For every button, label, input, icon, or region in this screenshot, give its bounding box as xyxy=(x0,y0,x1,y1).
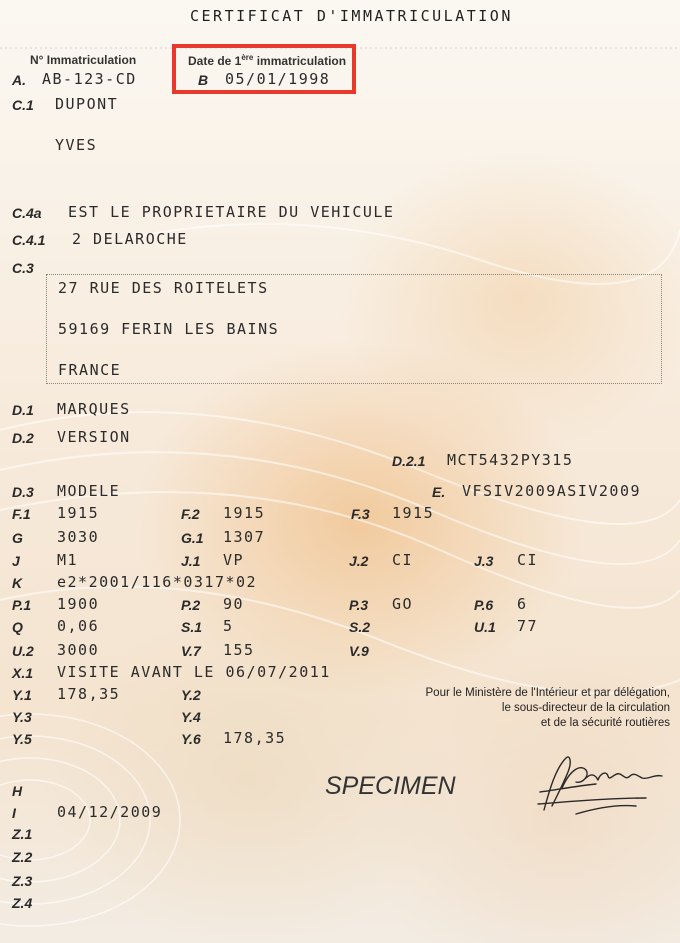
field-code-z3: Z.3 xyxy=(12,873,33,889)
field-code-v9: V.9 xyxy=(349,643,369,659)
handwritten-signature-icon xyxy=(536,748,666,820)
field-code-f2: F.2 xyxy=(181,506,200,522)
holder-last-name: DUPONT xyxy=(55,95,119,113)
registration-number: AB-123-CD xyxy=(42,70,137,88)
field-code-d1: D.1 xyxy=(12,402,34,418)
field-code-j: J xyxy=(12,553,20,569)
field-code-s1: S.1 xyxy=(181,619,203,635)
field-code-z1: Z.1 xyxy=(12,826,33,842)
field-code-b: B xyxy=(198,72,209,88)
field-code-p1: P.1 xyxy=(12,597,32,613)
field-code-d2: D.2 xyxy=(12,430,34,446)
field-code-s2: S.2 xyxy=(349,619,371,635)
field-code-g1: G.1 xyxy=(181,530,204,546)
field-code-u2: U.2 xyxy=(12,643,34,659)
co2-emissions: 155 xyxy=(223,641,255,659)
field-code-a: A. xyxy=(12,72,26,88)
max-laden-mass-service: 1915 xyxy=(223,504,266,522)
regional-tax: 178,35 xyxy=(57,685,121,703)
field-code-y6: Y.6 xyxy=(181,731,201,747)
seating-capacity: 5 xyxy=(223,617,234,635)
ministry-line-1: Pour le Ministère de l'Intérieur et par délégation, xyxy=(425,687,670,699)
field-code-c4a: C.4a xyxy=(12,205,42,221)
document-title: CERTIFICAT D'IMMATRICULATION xyxy=(190,7,513,25)
co-holder-count: 2 DELAROCHE xyxy=(72,230,188,248)
ministry-line-3: et de la sécurité routières xyxy=(540,717,670,729)
field-code-c3: C.3 xyxy=(12,260,34,276)
field-code-y4: Y.4 xyxy=(181,709,201,725)
national-genre: VP xyxy=(223,551,245,569)
field-code-v7: V.7 xyxy=(181,643,201,659)
body-type-ce: CI xyxy=(392,551,414,569)
field-code-d3: D.3 xyxy=(12,484,34,500)
vehicle-model: MODELE xyxy=(57,482,121,500)
address-line-1: 27 RUE DES ROITELETS xyxy=(58,279,269,297)
field-code-u1: U.1 xyxy=(474,619,496,635)
specimen-stamp: SPECIMEN xyxy=(325,772,456,800)
national-type-id: MCT5432PY315 xyxy=(447,451,574,469)
field-code-x1: X.1 xyxy=(12,665,34,681)
field-code-k: K xyxy=(12,575,23,591)
address-line-2: 59169 FERIN LES BAINS xyxy=(58,320,280,338)
ministry-statement xyxy=(426,686,670,731)
vehicle-category: M1 xyxy=(57,551,79,569)
field-code-y2: Y.2 xyxy=(181,687,201,703)
fuel-type: GO xyxy=(392,595,414,613)
empty-mass: 1307 xyxy=(223,528,266,546)
max-laden-mass: 1915 xyxy=(57,504,100,522)
fiscal-power: 6 xyxy=(517,595,528,613)
field-code-q: Q xyxy=(12,619,23,635)
field-code-c1: C.1 xyxy=(12,97,34,113)
max-laden-mass-combination: 1915 xyxy=(392,504,435,522)
vehicle-brand: MARQUES xyxy=(57,400,131,418)
holder-first-name: YVES xyxy=(55,136,98,154)
field-code-h: H xyxy=(12,783,23,799)
field-code-e: E. xyxy=(432,484,446,500)
max-net-power: 90 xyxy=(223,595,245,613)
field-code-c41: C.4.1 xyxy=(12,232,46,248)
field-code-z4: Z.4 xyxy=(12,895,33,911)
field-code-p3: P.3 xyxy=(349,597,369,613)
certificate-date: 04/12/2009 xyxy=(57,803,163,821)
field-code-j2: J.2 xyxy=(349,553,369,569)
vehicle-version: VERSION xyxy=(57,428,131,446)
total-tax: 178,35 xyxy=(223,729,287,747)
engine-capacity: 1900 xyxy=(57,595,100,613)
field-code-j1: J.1 xyxy=(181,553,201,569)
ministry-line-2: le sous-directeur de la circulation xyxy=(501,702,670,714)
registration-number-label: N° Immatriculation xyxy=(30,53,137,67)
technical-inspection: VISITE AVANT LE 06/07/2011 xyxy=(57,663,331,681)
field-code-f1: F.1 xyxy=(12,506,31,522)
vin: VFSIV2009ASIV2009 xyxy=(462,482,642,500)
power-weight-ratio: 0,06 xyxy=(57,617,100,635)
address-line-3: FRANCE xyxy=(58,361,122,379)
body-type-national: CI xyxy=(517,551,539,569)
owner-statement: EST LE PROPRIETAIRE DU VEHICULE xyxy=(68,203,395,221)
field-code-z2: Z.2 xyxy=(12,849,33,865)
first-registration-date: 05/01/1998 xyxy=(225,70,331,88)
stationary-noise-level: 77 xyxy=(517,617,539,635)
field-code-p2: P.2 xyxy=(181,597,201,613)
field-code-y5: Y.5 xyxy=(12,731,32,747)
field-code-j3: J.3 xyxy=(474,553,494,569)
field-code-f3: F.3 xyxy=(351,506,370,522)
field-code-y3: Y.3 xyxy=(12,709,32,725)
mass-in-service: 3030 xyxy=(57,528,100,546)
field-code-g: G xyxy=(12,530,23,546)
field-code-d21: D.2.1 xyxy=(392,453,426,469)
engine-speed: 3000 xyxy=(57,641,100,659)
field-code-y1: Y.1 xyxy=(12,687,32,703)
first-registration-date-label: Date de 1ère immatriculation xyxy=(188,53,347,68)
type-approval-number: e2*2001/116*0317*02 xyxy=(57,573,258,591)
field-code-p6: P.6 xyxy=(474,597,494,613)
field-code-i: I xyxy=(12,805,16,821)
